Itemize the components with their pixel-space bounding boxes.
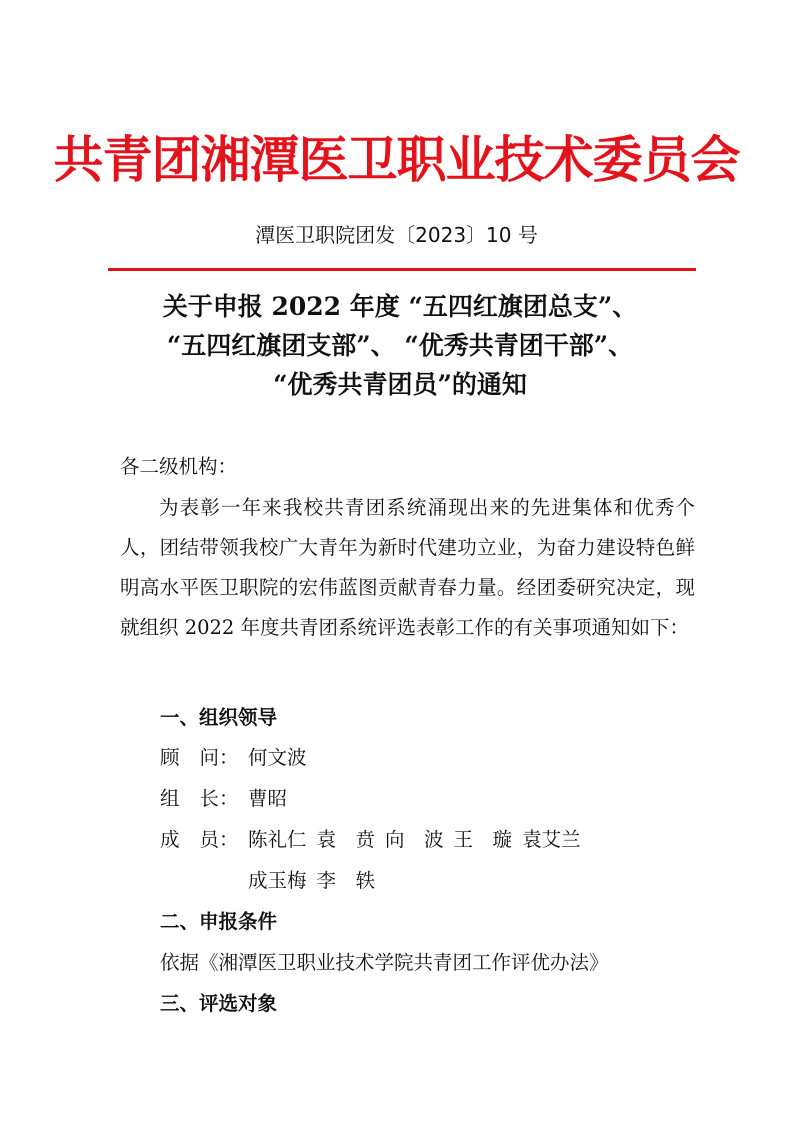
members-label [160, 820, 248, 860]
title-line-3: “优秀共青团员”的通知 [273, 370, 527, 399]
leader-label-a: 组 [160, 787, 180, 810]
section-heading-organization: 一、组织领导 [160, 706, 278, 729]
members-label-a: 成 [160, 828, 180, 851]
member-name: 陈礼仁 [248, 828, 307, 851]
title-line-1: 关于申报 2022 年度 “五四红旗团总支”、 [162, 292, 638, 321]
leader-label [160, 779, 248, 819]
advisor-label-a: 顾 [160, 746, 180, 769]
title-line-2: “五四红旗团支部”、 “优秀共青团干部”、 [166, 331, 634, 360]
document-number: 潭医卫职院团发〔2023〕10 号 [255, 223, 538, 247]
red-divider-line [108, 268, 696, 271]
member-name: 向 波 [385, 828, 444, 851]
member-name: 袁 贲 [316, 828, 376, 851]
document-title [100, 287, 700, 404]
intro-paragraph: 为表彰一年来我校共青团系统涌现出来的先进集体和优秀个人，团结带领我校广大青年为新时代建功立业，为奋力建设特色鲜明高水平医卫职院的宏伟蓝图贡献青春力量。经团委研究决定，现就组织 2022 年度共青团系统评选表彰工作的有关事项通知如下： [120, 496, 695, 639]
salutation: 各二级机构： [120, 455, 238, 478]
advisor-name: 何文波 [248, 746, 307, 769]
org-header-title: 共青团湘潭医卫职业技术委员会 [53, 130, 740, 189]
leader-row [160, 779, 287, 819]
advisor-row [160, 738, 307, 778]
section-heading-targets: 三、评选对象 [160, 992, 278, 1015]
members-label-b: 员： [199, 828, 239, 851]
criteria-text: 依据《湘潭医卫职业技术学院共青团工作评优办法》 [160, 951, 609, 974]
advisor-label [160, 738, 248, 778]
members-row-continued [248, 861, 385, 901]
section-heading-criteria: 二、申报条件 [160, 910, 278, 933]
member-name: 李 轶 [316, 869, 376, 892]
leader-label-b: 长： [199, 787, 239, 810]
member-name: 成玉梅 [248, 869, 307, 892]
member-name: 袁艾兰 [522, 828, 581, 851]
member-name: 王 璇 [453, 828, 513, 851]
members-row [160, 820, 591, 860]
advisor-label-b: 问： [199, 746, 239, 769]
leader-name: 曹昭 [248, 787, 288, 810]
